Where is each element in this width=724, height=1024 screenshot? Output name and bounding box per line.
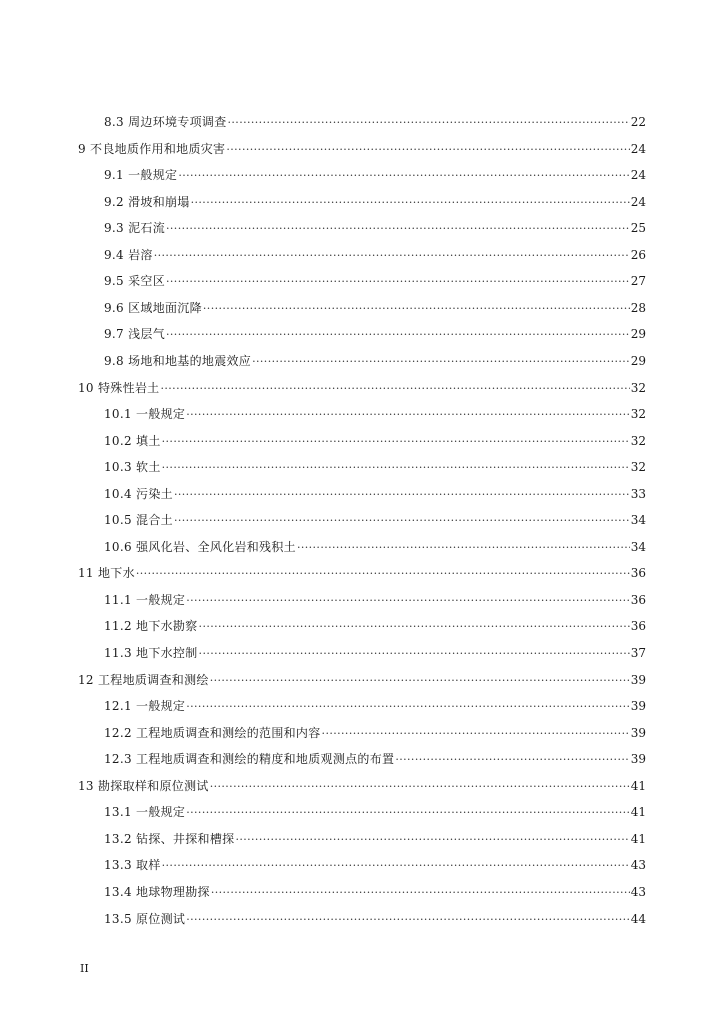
toc-entry-page: 32 xyxy=(630,380,646,395)
toc-entry-title: 9.7 浅层气 xyxy=(104,327,165,342)
toc-entry[interactable] xyxy=(104,300,646,317)
toc-entry-title: 11.2 地下水勘察 xyxy=(104,619,198,634)
toc-entry-page: 24 xyxy=(630,141,646,156)
toc-dot-leader xyxy=(297,539,630,556)
toc-dot-leader xyxy=(186,406,629,423)
toc-dot-leader xyxy=(226,141,629,158)
toc-entry-title: 11.3 地下水控制 xyxy=(104,646,198,660)
toc-dot-leader xyxy=(228,114,630,131)
toc-entry-title: 9.4 岩溶 xyxy=(104,247,153,262)
toc-entry[interactable] xyxy=(104,698,646,715)
toc-entry[interactable] xyxy=(104,645,646,662)
toc-entry-title: 12 工程地质调查和测绘 xyxy=(78,672,209,687)
toc-entry[interactable] xyxy=(104,911,646,928)
toc-entry[interactable] xyxy=(104,751,646,768)
toc-entry[interactable] xyxy=(104,486,646,503)
toc-entry-title: 9.8 场地和地基的地震效应 xyxy=(104,353,252,368)
toc-entry[interactable] xyxy=(78,141,646,158)
toc-entry-page: 29 xyxy=(630,327,646,342)
toc-dot-leader xyxy=(322,725,630,742)
toc-entry-title: 8.3 周边环境专项调查 xyxy=(104,115,227,129)
toc-dot-leader xyxy=(210,778,630,795)
toc-entry[interactable] xyxy=(104,857,646,874)
toc-entry[interactable] xyxy=(104,459,646,476)
toc-entry-page: 24 xyxy=(630,168,646,183)
toc-entry-title: 13.4 地球物理勘探 xyxy=(104,884,210,899)
toc-entry-page: 22 xyxy=(630,115,646,129)
toc-entry[interactable] xyxy=(104,512,646,529)
toc-dot-leader xyxy=(160,380,629,397)
toc-entry-page: 32 xyxy=(630,407,646,422)
toc-dot-leader xyxy=(154,247,630,264)
toc-dot-leader xyxy=(235,831,629,848)
toc-entry-page: 43 xyxy=(630,858,646,873)
toc-entry-page: 32 xyxy=(630,433,646,448)
toc-dot-leader xyxy=(162,459,630,476)
toc-entry[interactable] xyxy=(104,804,646,821)
toc-entry[interactable] xyxy=(104,194,646,211)
toc-entry-page: 28 xyxy=(630,300,646,315)
toc-entry-title: 11.1 一般规定 xyxy=(104,592,186,607)
toc-dot-leader xyxy=(166,326,630,343)
toc-entry-page: 26 xyxy=(630,247,646,262)
toc-dot-leader xyxy=(252,353,630,370)
footer-page-number: II xyxy=(80,962,89,975)
toc-entry-title: 13.1 一般规定 xyxy=(104,805,186,820)
toc-entry-page: 34 xyxy=(630,539,646,554)
toc-entry-page: 34 xyxy=(630,513,646,528)
toc-entry-title: 11 地下水 xyxy=(78,566,135,581)
toc-entry-title: 10.1 一般规定 xyxy=(104,407,186,422)
toc-entry[interactable] xyxy=(104,406,646,423)
toc-entry-page: 39 xyxy=(630,725,646,740)
toc-entry[interactable] xyxy=(104,273,646,290)
toc-dot-leader xyxy=(203,300,630,317)
toc-entry-title: 12.2 工程地质调查和测绘的范围和内容 xyxy=(104,725,321,740)
toc-dot-leader xyxy=(186,804,629,821)
toc-dot-leader xyxy=(136,565,630,582)
toc-entry-title: 10.2 填土 xyxy=(104,433,161,448)
toc-entry-page: 29 xyxy=(630,353,646,368)
toc-entry[interactable] xyxy=(104,592,646,609)
toc-dot-leader xyxy=(166,220,630,237)
toc-dot-leader xyxy=(178,167,629,184)
toc-entry[interactable] xyxy=(78,565,646,582)
toc-entry[interactable] xyxy=(104,353,646,370)
toc-entry-page: 27 xyxy=(630,274,646,289)
toc-entry-page: 24 xyxy=(630,194,646,209)
toc-entry-page: 39 xyxy=(630,752,646,767)
toc-entry-title: 12.3 工程地质调查和测绘的精度和地质观测点的布置 xyxy=(104,752,395,767)
toc-dot-leader xyxy=(186,698,629,715)
toc-entry-page: 41 xyxy=(630,831,646,846)
toc-entry[interactable] xyxy=(104,167,646,184)
toc-entry[interactable] xyxy=(104,326,646,343)
toc-entry[interactable] xyxy=(104,247,646,264)
toc-entry-title: 13.2 钻探、井探和槽探 xyxy=(104,831,235,846)
toc-entry[interactable] xyxy=(104,220,646,237)
toc-dot-leader xyxy=(162,433,630,450)
toc-entry-page: 44 xyxy=(630,911,646,926)
toc-dot-leader xyxy=(199,645,630,662)
toc-entry-title: 9.6 区域地面沉降 xyxy=(104,300,202,315)
toc-entry-title: 13.3 取样 xyxy=(104,858,161,873)
toc-entry-page: 41 xyxy=(630,778,646,793)
toc-dot-leader xyxy=(191,194,630,211)
toc-entry[interactable] xyxy=(78,380,646,397)
toc-entry-page: 39 xyxy=(630,699,646,714)
toc-entry-title: 12.1 一般规定 xyxy=(104,699,186,714)
toc-entry-page: 39 xyxy=(630,672,646,687)
toc-entry[interactable] xyxy=(104,114,646,131)
toc-entry-title: 10.4 污染土 xyxy=(104,486,173,501)
toc-dot-leader xyxy=(210,672,630,689)
toc-entry-page: 41 xyxy=(630,805,646,820)
toc-entry-page: 37 xyxy=(630,646,646,660)
toc-entry[interactable] xyxy=(104,831,646,848)
toc-entry[interactable] xyxy=(104,618,646,635)
toc-dot-leader xyxy=(186,911,629,928)
toc-entry-page: 25 xyxy=(630,221,646,236)
toc-entry-title: 9.1 一般规定 xyxy=(104,168,178,183)
toc-entry-title: 9.2 滑坡和崩塌 xyxy=(104,194,190,209)
toc-entry-page: 33 xyxy=(630,486,646,501)
toc-dot-leader xyxy=(186,592,629,609)
toc-entry-title: 9.5 采空区 xyxy=(104,274,165,289)
toc-entry-title: 9 不良地质作用和地质灾害 xyxy=(78,141,226,156)
toc-dot-leader xyxy=(211,884,630,901)
toc-entry[interactable] xyxy=(104,725,646,742)
toc-entry[interactable] xyxy=(104,539,646,556)
toc-entry[interactable] xyxy=(78,672,646,689)
toc-entry-title: 10.6 强风化岩、全风化岩和残积土 xyxy=(104,539,296,554)
toc-entry-title: 13 勘探取样和原位测试 xyxy=(78,778,209,793)
toc-entry-page: 36 xyxy=(630,619,646,634)
toc-entry-title: 10 特殊性岩土 xyxy=(78,380,160,395)
toc-entry-title: 10.5 混合土 xyxy=(104,513,173,528)
toc-dot-leader xyxy=(174,486,630,503)
toc-dot-leader xyxy=(166,273,630,290)
toc-dot-leader xyxy=(174,512,630,529)
toc-dot-leader xyxy=(162,857,630,874)
toc-entry-page: 32 xyxy=(630,460,646,475)
toc-dot-leader xyxy=(395,751,629,768)
toc-dot-leader xyxy=(199,618,630,635)
toc-entry[interactable] xyxy=(78,778,646,795)
toc-entry-title: 13.5 原位测试 xyxy=(104,911,186,926)
toc-entry-title: 10.3 软土 xyxy=(104,460,161,475)
toc-entry-title: 9.3 泥石流 xyxy=(104,221,165,236)
toc-entry-page: 43 xyxy=(630,884,646,899)
toc-entry-page: 36 xyxy=(630,592,646,607)
toc-entry-page: 36 xyxy=(630,566,646,581)
toc-entry[interactable] xyxy=(104,433,646,450)
toc-entry[interactable] xyxy=(104,884,646,901)
